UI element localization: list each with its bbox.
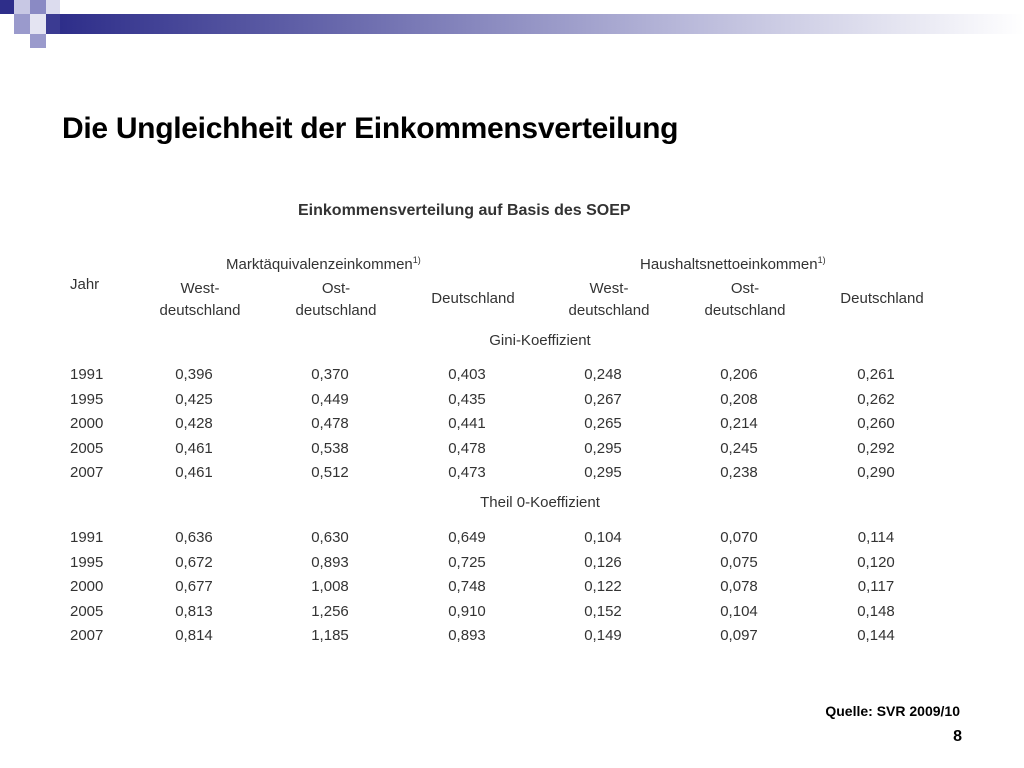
value-cell: 0,461 <box>175 464 213 481</box>
decor-square <box>14 14 30 34</box>
column-header-line2: deutschland <box>159 302 241 319</box>
column-header <box>403 288 543 310</box>
column-header-line1: West- <box>589 280 629 297</box>
value-cell: 0,677 <box>175 578 213 595</box>
year-cell: 1991 <box>70 366 104 383</box>
value-cell: 0,473 <box>448 464 486 481</box>
year-cell: 2000 <box>70 415 104 432</box>
value-cell: 0,070 <box>720 529 758 546</box>
value-cell: 0,910 <box>448 603 486 620</box>
value-cell: 0,262 <box>857 391 895 408</box>
value-cell: 1,256 <box>311 603 349 620</box>
year-cell: 2007 <box>70 464 104 481</box>
value-cell: 0,478 <box>448 440 486 457</box>
value-cell: 0,725 <box>448 554 486 571</box>
year-header: Jahr <box>70 276 100 293</box>
value-cell: 0,144 <box>857 627 895 644</box>
value-cell: 0,261 <box>857 366 895 383</box>
value-cell: 0,238 <box>720 464 758 481</box>
value-cell: 0,126 <box>584 554 622 571</box>
column-header-line1: Ost- <box>730 280 760 297</box>
value-cell: 0,075 <box>720 554 758 571</box>
value-cell: 0,114 <box>857 529 895 546</box>
column-header <box>539 278 679 322</box>
year-cell: 2000 <box>70 578 104 595</box>
year-cell: 1995 <box>70 554 104 571</box>
decor-square <box>0 0 14 14</box>
value-cell: 0,748 <box>448 578 486 595</box>
value-cell: 0,403 <box>448 366 486 383</box>
value-cell: 0,396 <box>175 366 213 383</box>
value-cell: 1,185 <box>311 627 349 644</box>
value-cell: 0,214 <box>720 415 758 432</box>
value-cell: 0,260 <box>857 415 895 432</box>
header-decoration <box>0 0 1024 48</box>
decor-square <box>46 0 60 14</box>
value-cell: 0,295 <box>584 440 622 457</box>
decor-square <box>46 14 60 34</box>
column-header <box>130 278 270 322</box>
column-header <box>812 288 952 310</box>
value-cell: 0,441 <box>448 415 486 432</box>
value-cell: 0,893 <box>311 554 349 571</box>
table-title: Einkommensverteilung auf Basis des SOEP <box>298 202 631 219</box>
value-cell: 0,097 <box>720 627 758 644</box>
column-header-line2: deutschland <box>704 302 786 319</box>
page-number: 8 <box>953 728 962 745</box>
value-cell: 0,267 <box>584 391 622 408</box>
value-cell: 0,672 <box>175 554 213 571</box>
value-cell: 0,208 <box>720 391 758 408</box>
value-cell: 0,104 <box>720 603 758 620</box>
value-cell: 0,152 <box>584 603 622 620</box>
group-header-market: Marktäquivalenzeinkommen$^{1)}$ <box>226 255 421 273</box>
value-cell: 0,206 <box>720 366 758 383</box>
column-header-line2: deutschland <box>568 302 650 319</box>
column-header-line1: Deutschland <box>431 290 515 307</box>
year-cell: 1995 <box>70 391 104 408</box>
column-header <box>266 278 406 322</box>
year-cell: 2007 <box>70 627 104 644</box>
value-cell: 0,538 <box>311 440 349 457</box>
value-cell: 0,149 <box>584 627 622 644</box>
value-cell: 0,449 <box>311 391 349 408</box>
value-cell: 0,248 <box>584 366 622 383</box>
value-cell: 0,630 <box>311 529 349 546</box>
value-cell: 0,117 <box>857 578 895 595</box>
source-citation: Quelle: SVR 2009/10 <box>825 703 960 719</box>
value-cell: 0,893 <box>448 627 486 644</box>
group-header-household: Haushaltsnettoeinkommen$^{1)}$ <box>640 255 826 273</box>
value-cell: 0,265 <box>584 415 622 432</box>
gradient-bar <box>60 14 1024 34</box>
value-cell: 0,813 <box>175 603 213 620</box>
year-cell: 1991 <box>70 529 104 546</box>
value-cell: 0,512 <box>311 464 349 481</box>
value-cell: 0,370 <box>311 366 349 383</box>
decor-square <box>30 34 46 48</box>
value-cell: 0,148 <box>857 603 895 620</box>
value-cell: 1,008 <box>311 578 349 595</box>
value-cell: 0,425 <box>175 391 213 408</box>
value-cell: 0,428 <box>175 415 213 432</box>
column-header-line2: deutschland <box>295 302 377 319</box>
value-cell: 0,245 <box>720 440 758 457</box>
decor-square <box>14 0 30 14</box>
value-cell: 0,636 <box>175 529 213 546</box>
value-cell: 0,122 <box>584 578 622 595</box>
value-cell: 0,649 <box>448 529 486 546</box>
column-header <box>675 278 815 322</box>
year-cell: 2005 <box>70 440 104 457</box>
value-cell: 0,120 <box>857 554 895 571</box>
column-header-line1: West- <box>180 280 220 297</box>
year-cell: 2005 <box>70 603 104 620</box>
value-cell: 0,295 <box>584 464 622 481</box>
column-header-line1: Deutschland <box>840 290 924 307</box>
value-cell: 0,814 <box>175 627 213 644</box>
section-label: Theil 0-Koeffizient <box>480 494 600 511</box>
section-label: Gini-Koeffizient <box>489 332 591 349</box>
value-cell: 0,478 <box>311 415 349 432</box>
slide-title: Die Ungleichheit der Einkommensverteilung <box>62 112 679 145</box>
decor-square <box>30 14 46 34</box>
value-cell: 0,435 <box>448 391 486 408</box>
value-cell: 0,461 <box>175 440 213 457</box>
decor-square <box>30 0 46 14</box>
value-cell: 0,078 <box>720 578 758 595</box>
value-cell: 0,292 <box>857 440 895 457</box>
column-header-line1: Ost- <box>321 280 351 297</box>
value-cell: 0,290 <box>857 464 895 481</box>
value-cell: 0,104 <box>584 529 622 546</box>
